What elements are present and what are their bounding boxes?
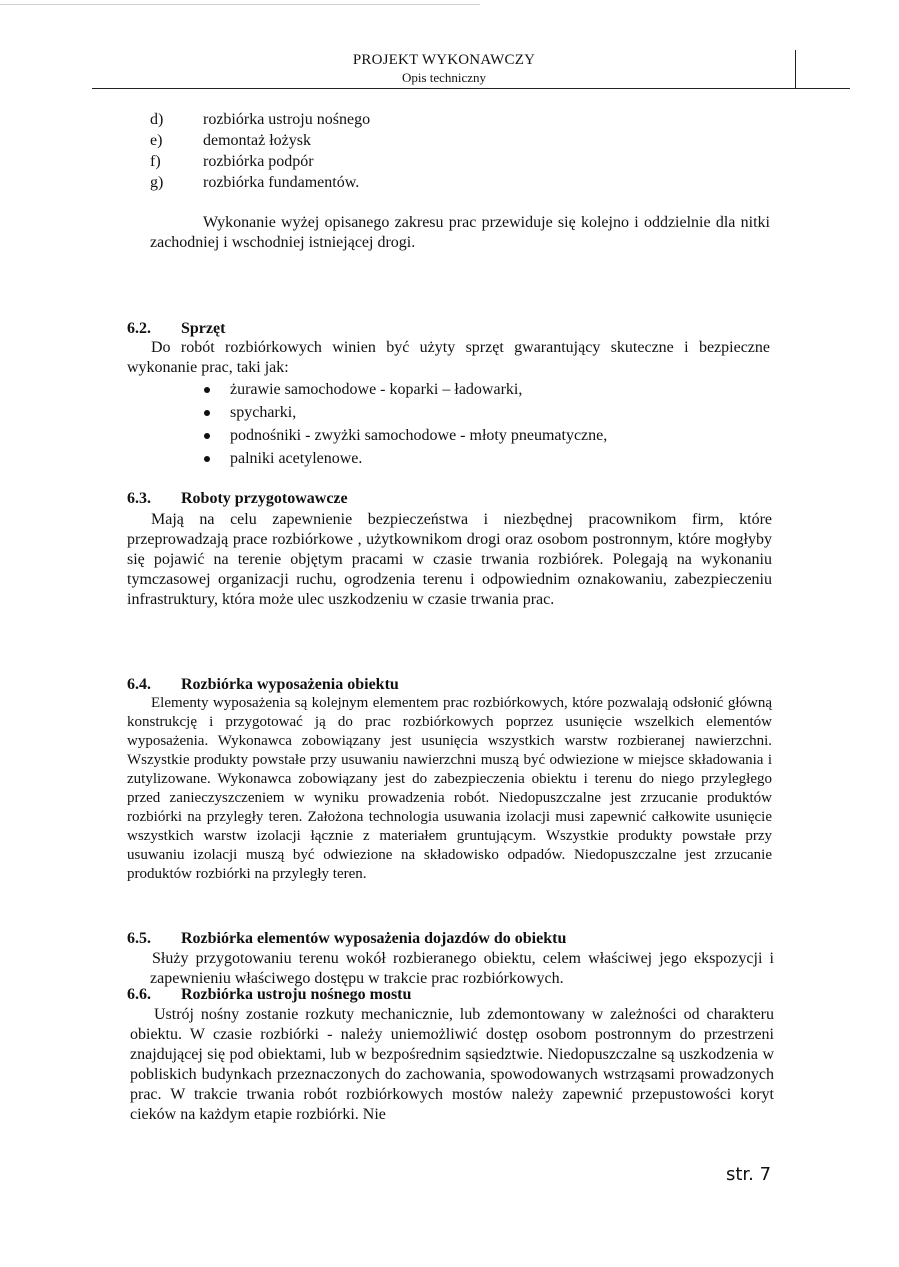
list-item: żurawie samochodowe - koparki – ładowarki, [203, 380, 607, 403]
list-item: palniki acetylenowe. [203, 449, 607, 472]
header-vertical-rule [795, 50, 796, 88]
header-rule [92, 88, 850, 89]
list-item: e) demontaż łożysk [150, 132, 311, 149]
section-heading-6-5: 6.5. Rozbiórka elementów wyposażenia dojazdów do obiektu [127, 930, 567, 947]
section-6-4-text: Elementy wyposażenia są kolejnym elementem prac rozbiórkowych, które pozwalają odsłonić główną konstrukcję i przygotować ją do prac rozbiórkowych poprzez usunięcie wszelkich elementów wyposażenia. Wykonawca zobowiązany jest usunięcia wszystkich warstw rozbieranej nawierzchni. Wszystkie produkty powstałe przy usuwaniu nawierzchni muszą być odwiezione w miejsce składowania i zutylizowane. Wykonawca zobowiązany jest do zabezpieczenia obiektu i terenu do niego przyległego przed zanieczyszczeniem w wyniku prowadzenia robót. Niedopuszczalne jest zrzucanie produktów rozbiórki na przyległy teren. Założona technologia usuwania izolacji musi zapewnić całkowite usunięcie wszystkich warstw izolacji łącznie z materiałem gruntującym. Wszystkie produkty powstałe przy usuwaniu izolacji muszą być odwiezione na składowisko odpadów. Niedopuszczalne jest zrzucanie produktów rozbiórki na przyległy teren. [127, 695, 772, 882]
header-subtitle: Opis techniczny [401, 70, 487, 85]
section-heading-6-4: 6.4. Rozbiórka wyposażenia obiektu [127, 676, 399, 693]
list-item: spycharki, [203, 403, 607, 426]
page-number: str. 7 [726, 1164, 772, 1185]
list-item: f) rozbiórka podpór [150, 153, 314, 170]
section-6-6-text: Ustrój nośny zostanie rozkuty mechanicznie, lub zdemontowany w zależności od charakteru obiektu. W czasie rozbiórki - należy uniemożliwić dostęp osobom postronnym do przestrzeni znajdującej się pod obiektami, lub w bezpośrednim sąsiedztwie. Niedopuszczalne są uszkodzenia w pobliskich budynkach przeznaczonych do zachowania, spowodowanych wstrząsami prowadzonych prac. W trakcie trwania robót rozbiórkowych mostów należy zapewnić przepustowości koryt cieków na każdym etapie rozbiórki. Nie [130, 1006, 774, 1123]
intro-paragraph: Wykonanie wyżej opisanego zakresu prac przewiduje się kolejno i oddzielnie dla nitki zachodniej i wschodniej istniejącej drogi. [150, 214, 770, 251]
list-item: d) rozbiórka ustroju nośnego [150, 111, 371, 128]
section-6-2-text: Do robót rozbiórkowych winien być użyty sprzęt gwarantujący skuteczne i bezpieczne wykonanie prac, taki jak: [127, 339, 770, 376]
section-6-5-text: Służy przygotowaniu terenu wokół rozbieranego obiektu, celem właściwej jego ekspozycji i zapewnieniu właściwego dostępu w trakcie prac rozbiórkowych. [150, 950, 774, 987]
scan-artifact-line [0, 4, 480, 5]
section-6-3-text: Mają na celu zapewnienie bezpieczeństwa i niezbędnej pracownikom firm, które przeprowadzają prace rozbiórkowe , użytkownikom drogi oraz osobom postronnym, które mogłyby się pojawić na terenie objętym pracami w czasie trwania rozbiórek. Polegają na wykonaniu tymczasowej organizacji ruchu, ogrodzenia terenu i odpowiednim oznakowaniu, zabezpieczeniu infrastruktury, która może ulec uszkodzeniu w czasie trwania prac. [127, 511, 772, 608]
header-title: PROJEKT WYKONAWCZY [352, 52, 536, 68]
equipment-list [203, 380, 607, 472]
section-heading-6-6: 6.6. Rozbiórka ustroju nośnego mostu [127, 986, 412, 1003]
list-item: g) rozbiórka fundamentów. [150, 174, 360, 191]
section-heading-6-3: 6.3. Roboty przygotowawcze [127, 490, 348, 507]
list-item: podnośniki - zwyżki samochodowe - młoty pneumatyczne, [203, 426, 607, 449]
section-heading-6-2: 6.2. Sprzęt [127, 320, 226, 337]
